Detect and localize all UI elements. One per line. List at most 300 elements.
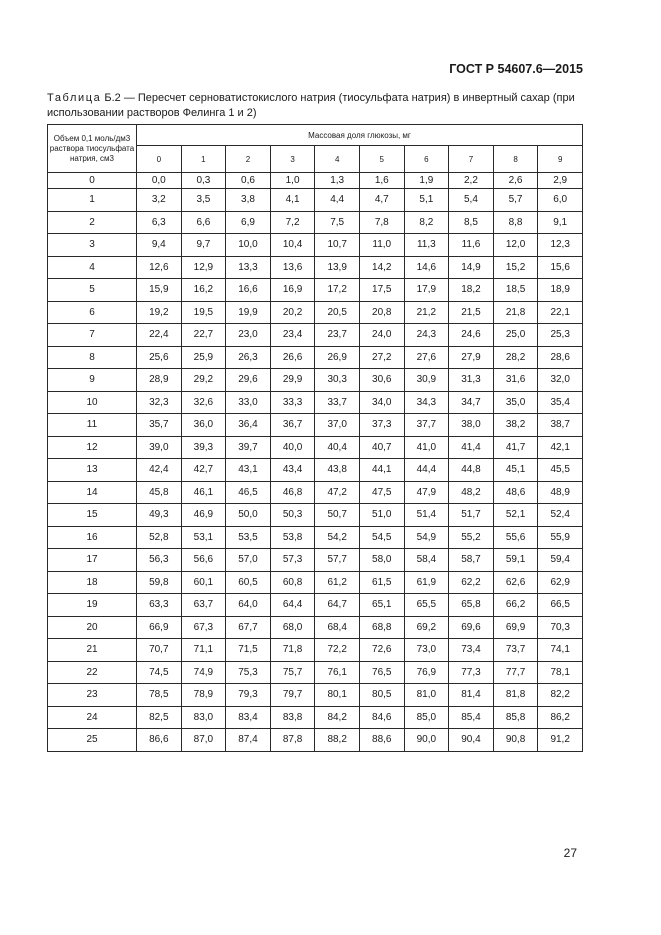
table-cell: 14,2: [359, 256, 404, 279]
table-cell: 13,6: [270, 256, 315, 279]
row-label: 20: [48, 616, 137, 639]
table-cell: 41,7: [493, 436, 538, 459]
table-cell: 40,0: [270, 436, 315, 459]
table-cell: 33,0: [226, 391, 271, 414]
page-number: 27: [563, 846, 577, 860]
table-cell: 21,2: [404, 301, 449, 324]
table-cell: 62,2: [449, 571, 494, 594]
row-label: 4: [48, 256, 137, 279]
table-cell: 14,9: [449, 256, 494, 279]
table-cell: 54,9: [404, 526, 449, 549]
row-label: 3: [48, 234, 137, 257]
table-cell: 51,0: [359, 504, 404, 527]
table-cell: 28,6: [538, 346, 583, 369]
table-cell: 87,8: [270, 729, 315, 752]
table-cell: 63,7: [181, 594, 226, 617]
table-cell: 5,4: [449, 189, 494, 212]
table-cell: 65,5: [404, 594, 449, 617]
table-row: [48, 279, 583, 302]
table-cell: 3,8: [226, 189, 271, 212]
table-cell: 29,2: [181, 369, 226, 392]
table-cell: 46,5: [226, 481, 271, 504]
table-cell: 25,3: [538, 324, 583, 347]
row-label: 17: [48, 549, 137, 572]
column-header: 2: [226, 146, 271, 173]
table-cell: 46,8: [270, 481, 315, 504]
table-cell: 4,7: [359, 189, 404, 212]
table-cell: 41,4: [449, 436, 494, 459]
table-cell: 28,2: [493, 346, 538, 369]
table-cell: 74,1: [538, 639, 583, 662]
table-cell: 23,7: [315, 324, 360, 347]
row-label: 14: [48, 481, 137, 504]
column-header: 4: [315, 146, 360, 173]
table-row: [48, 706, 583, 729]
table-cell: 90,8: [493, 729, 538, 752]
table-cell: 54,5: [359, 526, 404, 549]
table-cell: 26,9: [315, 346, 360, 369]
table-cell: 34,0: [359, 391, 404, 414]
table-cell: 59,1: [493, 549, 538, 572]
table-row: [48, 639, 583, 662]
table-cell: 85,8: [493, 706, 538, 729]
table-cell: 32,6: [181, 391, 226, 414]
table-row: [48, 324, 583, 347]
table-row: [48, 369, 583, 392]
table-cell: 77,3: [449, 661, 494, 684]
table-cell: 66,5: [538, 594, 583, 617]
table-cell: 69,9: [493, 616, 538, 639]
table-cell: 26,3: [226, 346, 271, 369]
table-cell: 83,8: [270, 706, 315, 729]
table-row: [48, 189, 583, 212]
table-cell: 24,6: [449, 324, 494, 347]
table-cell: 90,0: [404, 729, 449, 752]
corner-header: Объем 0,1 моль/дм3 раствора тиосульфата натрия, см3: [48, 125, 137, 173]
table-cell: 50,7: [315, 504, 360, 527]
table-row: [48, 504, 583, 527]
table-cell: 75,7: [270, 661, 315, 684]
column-header: 6: [404, 146, 449, 173]
table-cell: 18,9: [538, 279, 583, 302]
table-cell: 24,0: [359, 324, 404, 347]
table-cell: 59,4: [538, 549, 583, 572]
table-cell: 17,2: [315, 279, 360, 302]
table-cell: 43,4: [270, 459, 315, 482]
table-cell: 28,9: [137, 369, 182, 392]
table-cell: 83,4: [226, 706, 271, 729]
table-cell: 56,3: [137, 549, 182, 572]
table-cell: 45,1: [493, 459, 538, 482]
row-label: 22: [48, 661, 137, 684]
table-cell: 71,1: [181, 639, 226, 662]
table-row: [48, 616, 583, 639]
table-cell: 42,7: [181, 459, 226, 482]
row-label: 0: [48, 173, 137, 189]
row-label: 21: [48, 639, 137, 662]
table-cell: 73,7: [493, 639, 538, 662]
table-cell: 72,2: [315, 639, 360, 662]
table-cell: 3,2: [137, 189, 182, 212]
table-cell: 70,7: [137, 639, 182, 662]
table-cell: 60,8: [270, 571, 315, 594]
table-cell: 6,6: [181, 211, 226, 234]
table-cell: 62,6: [493, 571, 538, 594]
row-label: 9: [48, 369, 137, 392]
table-cell: 17,9: [404, 279, 449, 302]
table-cell: 22,4: [137, 324, 182, 347]
table-cell: 91,2: [538, 729, 583, 752]
table-cell: 38,7: [538, 414, 583, 437]
table-cell: 44,4: [404, 459, 449, 482]
table-caption-text: Б.2 — Пересчет серноватистокислого натрия (тиосульфата натрия) в инвертный сахар (при использовании растворов Фелинга 1 и 2): [47, 92, 575, 119]
table-cell: 77,7: [493, 661, 538, 684]
table-cell: 10,0: [226, 234, 271, 257]
table-cell: 80,5: [359, 684, 404, 707]
table-cell: 9,7: [181, 234, 226, 257]
table-cell: 46,1: [181, 481, 226, 504]
table-cell: 42,4: [137, 459, 182, 482]
table-cell: 44,1: [359, 459, 404, 482]
table-cell: 69,6: [449, 616, 494, 639]
table-cell: 80,1: [315, 684, 360, 707]
table-cell: 32,0: [538, 369, 583, 392]
table-cell: 88,6: [359, 729, 404, 752]
table-cell: 20,2: [270, 301, 315, 324]
table-cell: 78,9: [181, 684, 226, 707]
table-cell: 25,9: [181, 346, 226, 369]
table-cell: 1,3: [315, 173, 360, 189]
table-cell: 73,0: [404, 639, 449, 662]
table-cell: 68,0: [270, 616, 315, 639]
table-cell: 85,4: [449, 706, 494, 729]
row-label: 10: [48, 391, 137, 414]
table-cell: 15,2: [493, 256, 538, 279]
table-cell: 34,7: [449, 391, 494, 414]
table-cell: 35,4: [538, 391, 583, 414]
table-cell: 55,2: [449, 526, 494, 549]
table-cell: 53,5: [226, 526, 271, 549]
table-row: [48, 594, 583, 617]
table-row: [48, 173, 583, 189]
table-cell: 39,0: [137, 436, 182, 459]
column-header: 0: [137, 146, 182, 173]
table-cell: 30,9: [404, 369, 449, 392]
table-cell: 33,3: [270, 391, 315, 414]
table-cell: 20,8: [359, 301, 404, 324]
table-cell: 31,6: [493, 369, 538, 392]
column-header: 5: [359, 146, 404, 173]
table-cell: 23,4: [270, 324, 315, 347]
table-cell: 36,4: [226, 414, 271, 437]
table-cell: 57,0: [226, 549, 271, 572]
row-label: 24: [48, 706, 137, 729]
table-cell: 22,1: [538, 301, 583, 324]
table-cell: 71,5: [226, 639, 271, 662]
row-label: 15: [48, 504, 137, 527]
table-cell: 2,9: [538, 173, 583, 189]
table-cell: 11,0: [359, 234, 404, 257]
table-row: [48, 549, 583, 572]
table-cell: 12,6: [137, 256, 182, 279]
table-cell: 42,1: [538, 436, 583, 459]
table-cell: 75,3: [226, 661, 271, 684]
table-cell: 60,5: [226, 571, 271, 594]
row-label: 19: [48, 594, 137, 617]
table-row: [48, 211, 583, 234]
table-cell: 39,3: [181, 436, 226, 459]
table-cell: 64,0: [226, 594, 271, 617]
column-header: 9: [538, 146, 583, 173]
table-cell: 4,1: [270, 189, 315, 212]
table-cell: 84,6: [359, 706, 404, 729]
table-cell: 7,8: [359, 211, 404, 234]
table-cell: 55,9: [538, 526, 583, 549]
row-label: 23: [48, 684, 137, 707]
table-row: [48, 684, 583, 707]
row-label: 16: [48, 526, 137, 549]
table-cell: 73,4: [449, 639, 494, 662]
table-row: [48, 661, 583, 684]
table-cell: 40,7: [359, 436, 404, 459]
table-cell: 68,8: [359, 616, 404, 639]
table-cell: 71,8: [270, 639, 315, 662]
row-label: 7: [48, 324, 137, 347]
table-row: [48, 391, 583, 414]
table-cell: 51,4: [404, 504, 449, 527]
table-cell: 72,6: [359, 639, 404, 662]
table-cell: 2,6: [493, 173, 538, 189]
table-cell: 56,6: [181, 549, 226, 572]
table-cell: 58,7: [449, 549, 494, 572]
table-cell: 3,5: [181, 189, 226, 212]
table-cell: 12,0: [493, 234, 538, 257]
table-cell: 68,4: [315, 616, 360, 639]
table-cell: 11,3: [404, 234, 449, 257]
row-label: 11: [48, 414, 137, 437]
table-cell: 47,2: [315, 481, 360, 504]
row-label: 2: [48, 211, 137, 234]
table-cell: 6,9: [226, 211, 271, 234]
table-cell: 18,5: [493, 279, 538, 302]
row-label: 13: [48, 459, 137, 482]
table-cell: 67,3: [181, 616, 226, 639]
table-cell: 54,2: [315, 526, 360, 549]
table-cell: 48,6: [493, 481, 538, 504]
table-cell: 17,5: [359, 279, 404, 302]
table-cell: 53,8: [270, 526, 315, 549]
table-cell: 33,7: [315, 391, 360, 414]
table-cell: 21,8: [493, 301, 538, 324]
table-cell: 25,0: [493, 324, 538, 347]
table-cell: 81,0: [404, 684, 449, 707]
table-cell: 50,3: [270, 504, 315, 527]
table-cell: 51,7: [449, 504, 494, 527]
table-cell: 61,9: [404, 571, 449, 594]
table-cell: 88,2: [315, 729, 360, 752]
table-cell: 8,2: [404, 211, 449, 234]
table-cell: 43,1: [226, 459, 271, 482]
table-cell: 49,3: [137, 504, 182, 527]
column-header: 3: [270, 146, 315, 173]
table-cell: 0,0: [137, 173, 182, 189]
table-cell: 45,5: [538, 459, 583, 482]
table-cell: 70,3: [538, 616, 583, 639]
table-cell: 52,8: [137, 526, 182, 549]
table-cell: 38,2: [493, 414, 538, 437]
table-cell: 45,8: [137, 481, 182, 504]
table-cell: 13,3: [226, 256, 271, 279]
table-cell: 29,6: [226, 369, 271, 392]
row-label: 1: [48, 189, 137, 212]
table-cell: 1,6: [359, 173, 404, 189]
table-cell: 30,6: [359, 369, 404, 392]
table-cell: 35,7: [137, 414, 182, 437]
table-cell: 32,3: [137, 391, 182, 414]
table-cell: 4,4: [315, 189, 360, 212]
table-cell: 37,0: [315, 414, 360, 437]
table-cell: 1,0: [270, 173, 315, 189]
table-cell: 35,0: [493, 391, 538, 414]
table-cell: 14,6: [404, 256, 449, 279]
table-cell: 27,2: [359, 346, 404, 369]
table-cell: 61,5: [359, 571, 404, 594]
table-row: [48, 459, 583, 482]
row-label: 12: [48, 436, 137, 459]
column-header: 8: [493, 146, 538, 173]
table-cell: 69,2: [404, 616, 449, 639]
row-label: 6: [48, 301, 137, 324]
table-cell: 50,0: [226, 504, 271, 527]
table-cell: 78,1: [538, 661, 583, 684]
table-cell: 23,0: [226, 324, 271, 347]
table-cell: 66,9: [137, 616, 182, 639]
table-cell: 36,7: [270, 414, 315, 437]
table-cell: 9,4: [137, 234, 182, 257]
table-cell: 76,1: [315, 661, 360, 684]
table-cell: 87,0: [181, 729, 226, 752]
table-row: [48, 234, 583, 257]
table-cell: 1,9: [404, 173, 449, 189]
table-cell: 9,1: [538, 211, 583, 234]
table-cell: 76,5: [359, 661, 404, 684]
table-cell: 59,8: [137, 571, 182, 594]
table-row: [48, 256, 583, 279]
table-cell: 79,3: [226, 684, 271, 707]
column-header: 1: [181, 146, 226, 173]
table-cell: 11,6: [449, 234, 494, 257]
table-cell: 39,7: [226, 436, 271, 459]
table-cell: 87,4: [226, 729, 271, 752]
row-label: 8: [48, 346, 137, 369]
table-cell: 7,2: [270, 211, 315, 234]
table-cell: 61,2: [315, 571, 360, 594]
table-cell: 63,3: [137, 594, 182, 617]
table-row: [48, 571, 583, 594]
table-cell: 15,9: [137, 279, 182, 302]
table-cell: 16,6: [226, 279, 271, 302]
table-cell: 16,9: [270, 279, 315, 302]
table-cell: 90,4: [449, 729, 494, 752]
table-cell: 79,7: [270, 684, 315, 707]
table-cell: 6,0: [538, 189, 583, 212]
table-cell: 36,0: [181, 414, 226, 437]
table-cell: 20,5: [315, 301, 360, 324]
table-cell: 81,8: [493, 684, 538, 707]
table-cell: 7,5: [315, 211, 360, 234]
table-cell: 10,7: [315, 234, 360, 257]
table-cell: 57,7: [315, 549, 360, 572]
table-cell: 81,4: [449, 684, 494, 707]
table-cell: 37,3: [359, 414, 404, 437]
table-cell: 47,9: [404, 481, 449, 504]
table-row: [48, 481, 583, 504]
group-header: Массовая доля глюкозы, мг: [137, 125, 583, 146]
table-row: [48, 414, 583, 437]
table-cell: 19,9: [226, 301, 271, 324]
table-cell: 5,1: [404, 189, 449, 212]
table-cell: 25,6: [137, 346, 182, 369]
table-cell: 21,5: [449, 301, 494, 324]
table-cell: 82,2: [538, 684, 583, 707]
table-cell: 64,4: [270, 594, 315, 617]
table-cell: 38,0: [449, 414, 494, 437]
table-cell: 8,5: [449, 211, 494, 234]
table-cell: 31,3: [449, 369, 494, 392]
table-cell: 48,2: [449, 481, 494, 504]
column-header: 7: [449, 146, 494, 173]
table-cell: 24,3: [404, 324, 449, 347]
table-cell: 40,4: [315, 436, 360, 459]
table-cell: 19,2: [137, 301, 182, 324]
table-cell: 30,3: [315, 369, 360, 392]
table-cell: 84,2: [315, 706, 360, 729]
document-code: ГОСТ Р 54607.6—2015: [449, 62, 583, 76]
table-cell: 48,9: [538, 481, 583, 504]
table-cell: 5,7: [493, 189, 538, 212]
table-cell: 86,2: [538, 706, 583, 729]
table-row: [48, 526, 583, 549]
row-label: 25: [48, 729, 137, 752]
table-cell: 78,5: [137, 684, 182, 707]
table-cell: 65,8: [449, 594, 494, 617]
table-row: [48, 301, 583, 324]
table-cell: 37,7: [404, 414, 449, 437]
table-cell: 15,6: [538, 256, 583, 279]
table-cell: 52,4: [538, 504, 583, 527]
table-cell: 12,9: [181, 256, 226, 279]
table-cell: 10,4: [270, 234, 315, 257]
table-cell: 34,3: [404, 391, 449, 414]
table-cell: 2,2: [449, 173, 494, 189]
table-cell: 82,5: [137, 706, 182, 729]
table-cell: 41,0: [404, 436, 449, 459]
table-cell: 0,6: [226, 173, 271, 189]
table-cell: 83,0: [181, 706, 226, 729]
table-cell: 29,9: [270, 369, 315, 392]
table-cell: 27,6: [404, 346, 449, 369]
table-cell: 74,5: [137, 661, 182, 684]
row-label: 5: [48, 279, 137, 302]
table-cell: 60,1: [181, 571, 226, 594]
table-cell: 52,1: [493, 504, 538, 527]
table-cell: 58,0: [359, 549, 404, 572]
table-cell: 66,2: [493, 594, 538, 617]
table-cell: 12,3: [538, 234, 583, 257]
table-cell: 67,7: [226, 616, 271, 639]
table-cell: 8,8: [493, 211, 538, 234]
table-cell: 43,8: [315, 459, 360, 482]
